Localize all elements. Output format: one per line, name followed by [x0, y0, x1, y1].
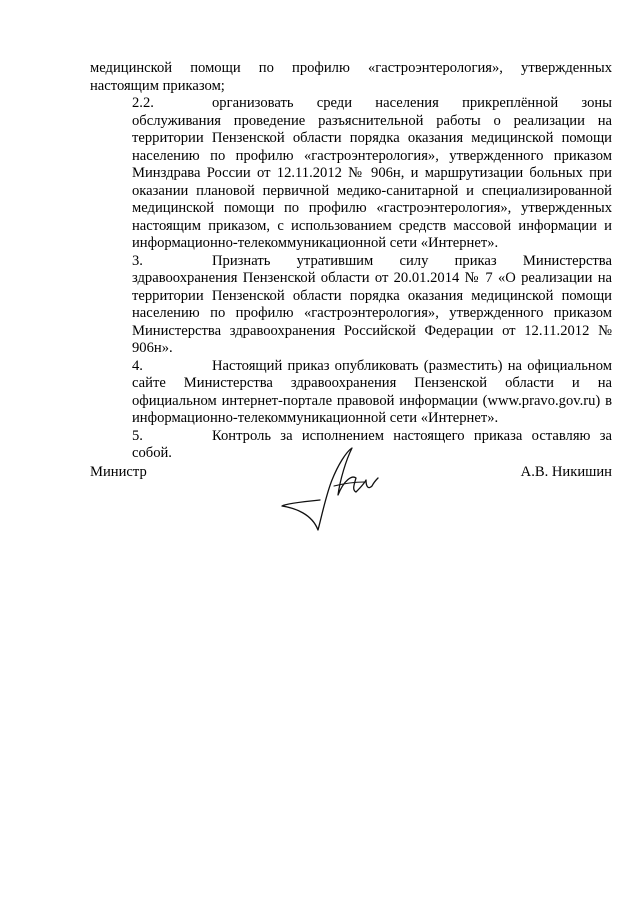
paragraph-text: Настоящий приказ опубликовать (разместить) на официальном сайте Министерства здравоохранения Пензенской области и на официальном интернет-портале правовой информации (www.pravo.gov.ru) в информационно-телекоммуникационной сети «Интернет». — [132, 357, 612, 426]
signatory-name: А.В. Никишин — [520, 464, 612, 480]
paragraph-number: 4. — [132, 357, 143, 374]
paragraph-number: 3. — [132, 252, 143, 269]
paragraph-text: Признать утратившим силу приказ Министерства здравоохранения Пензенской области от 20.01.2014 № 7 «О реализации на территории Пензенской области порядка оказания медицинской помощи населению по профилю «гастроэнтерология», утвержденного приказом Министерства здравоохранения Российской Федерации от 12.11.2012 № 906н». — [132, 252, 612, 356]
paragraph-number: 5. — [132, 427, 143, 444]
paragraph-2-2 — [90, 95, 612, 253]
paragraph-text: Контроль за исполнением настоящего приказа оставляю за собой. — [132, 427, 612, 461]
paragraph-text: медицинской помощи по профилю «гастроэнтерология», утвержденных настоящим приказом; — [90, 60, 612, 94]
paragraph-text: организовать среди населения прикреплённой зоны обслуживания проведение разъяснительной работы о реализации на территории Пензенской области порядка оказания медицинской помощи населению по профилю «гастроэнтерология», утвержденного приказом Минздрава России от 12.11.2012 № 906н, и маршрутизации больных при оказании плановой первичной медико-санитарной и специализированной медицинской помощи по профилю «гастроэнтерология», утвержденных настоящим приказом, с использованием средств массовой информации и информационно-телекоммуникационной сети «Интернет». — [132, 95, 612, 251]
paragraph-3 — [90, 253, 612, 358]
signatory-title: Министр — [90, 464, 147, 480]
document-body — [90, 60, 612, 463]
paragraph-continuation — [90, 60, 612, 95]
paragraph-4 — [90, 358, 612, 428]
handwritten-signature — [260, 440, 410, 550]
paragraph-number: 2.2. — [132, 95, 154, 111]
